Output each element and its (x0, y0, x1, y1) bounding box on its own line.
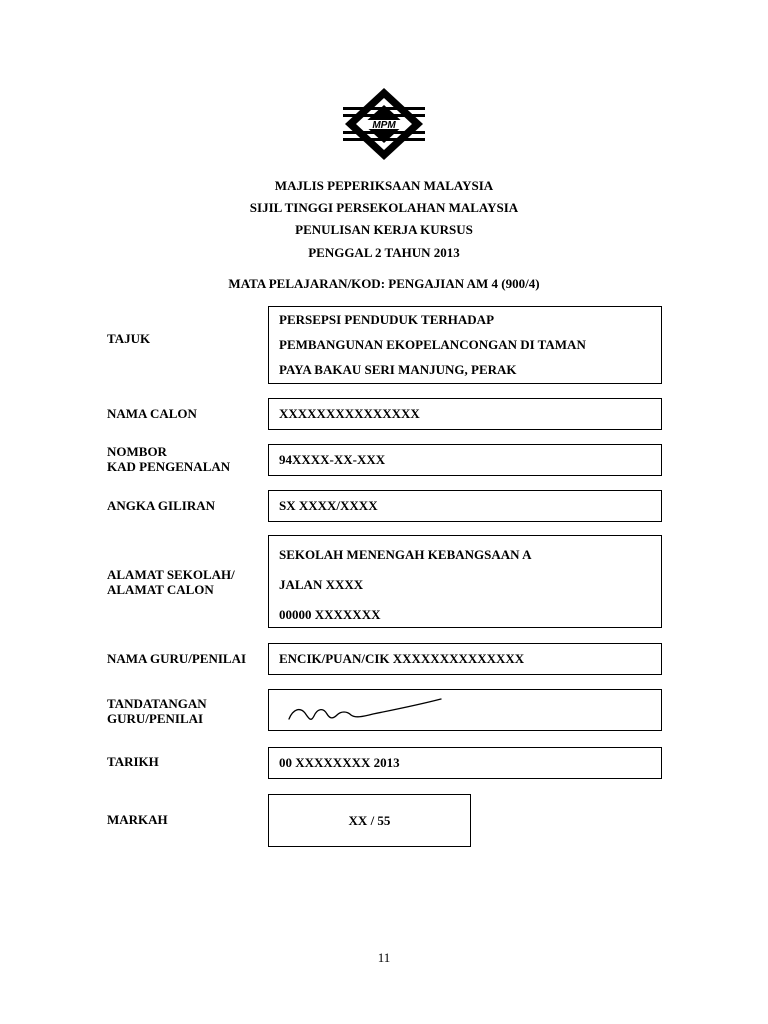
subject-line: MATA PELAJARAN/KOD: PENGAJIAN AM 4 (900/4) (228, 276, 540, 291)
kad-pengenalan-label-2: KAD PENGENALAN (107, 459, 231, 474)
markah-value: XX / 55 (348, 813, 391, 828)
alamat-label-1: ALAMAT SEKOLAH/ (107, 567, 235, 582)
alamat-line-3: 00000 XXXXXXX (279, 607, 381, 622)
mpm-logo (343, 86, 425, 162)
angka-giliran-label: ANGKA GILIRAN (107, 498, 215, 513)
tarikh-box (268, 747, 662, 779)
signature-image (283, 692, 463, 728)
nama-guru-label: NAMA GURU/PENILAI (107, 651, 247, 666)
tandatangan-box (268, 689, 662, 731)
alamat-line-1: SEKOLAH MENENGAH KEBANGSAAN A (279, 547, 532, 562)
tajuk-line-1: PERSEPSI PENDUDUK TERHADAP (279, 312, 495, 327)
header-line-3: PENULISAN KERJA KURSUS (295, 222, 473, 237)
nama-guru-box (268, 643, 662, 675)
angka-giliran-box (268, 490, 662, 522)
tajuk-label: TAJUK (107, 331, 151, 346)
kad-pengenalan-value: 94XXXX-XX-XXX (279, 452, 386, 467)
tarikh-label: TARIKH (107, 754, 159, 769)
header-line-2: SIJIL TINGGI PERSEKOLAHAN MALAYSIA (249, 200, 519, 215)
tajuk-line-3: PAYA BAKAU SERI MANJUNG, PERAK (279, 362, 517, 377)
page-number: 11 (377, 950, 391, 965)
svg-text:MPM: MPM (372, 120, 396, 131)
alamat-box (268, 535, 662, 628)
tarikh-value: 00 XXXXXXXX 2013 (279, 755, 400, 770)
kad-pengenalan-label-1: NOMBOR (107, 444, 167, 459)
markah-label: MARKAH (107, 812, 168, 827)
nama-guru-value: ENCIK/PUAN/CIK XXXXXXXXXXXXXX (279, 651, 525, 666)
nama-calon-box (268, 398, 662, 430)
markah-box (268, 794, 471, 847)
header-line-1: MAJLIS PEPERIKSAAN MALAYSIA (274, 178, 494, 193)
tajuk-line-2: PEMBANGUNAN EKOPELANCONGAN DI TAMAN (279, 337, 586, 352)
tandatangan-label-2: GURU/PENILAI (107, 711, 204, 726)
nama-calon-value: XXXXXXXXXXXXXXX (279, 406, 420, 421)
angka-giliran-value: SX XXXX/XXXX (279, 498, 378, 513)
header-line-4: PENGGAL 2 TAHUN 2013 (308, 245, 460, 260)
kad-pengenalan-box (268, 444, 662, 476)
nama-calon-label: NAMA CALON (107, 406, 197, 421)
alamat-label-2: ALAMAT CALON (107, 582, 214, 597)
alamat-line-2: JALAN XXXX (279, 577, 364, 592)
tajuk-box (268, 306, 662, 384)
tandatangan-label-1: TANDATANGAN (107, 696, 207, 711)
